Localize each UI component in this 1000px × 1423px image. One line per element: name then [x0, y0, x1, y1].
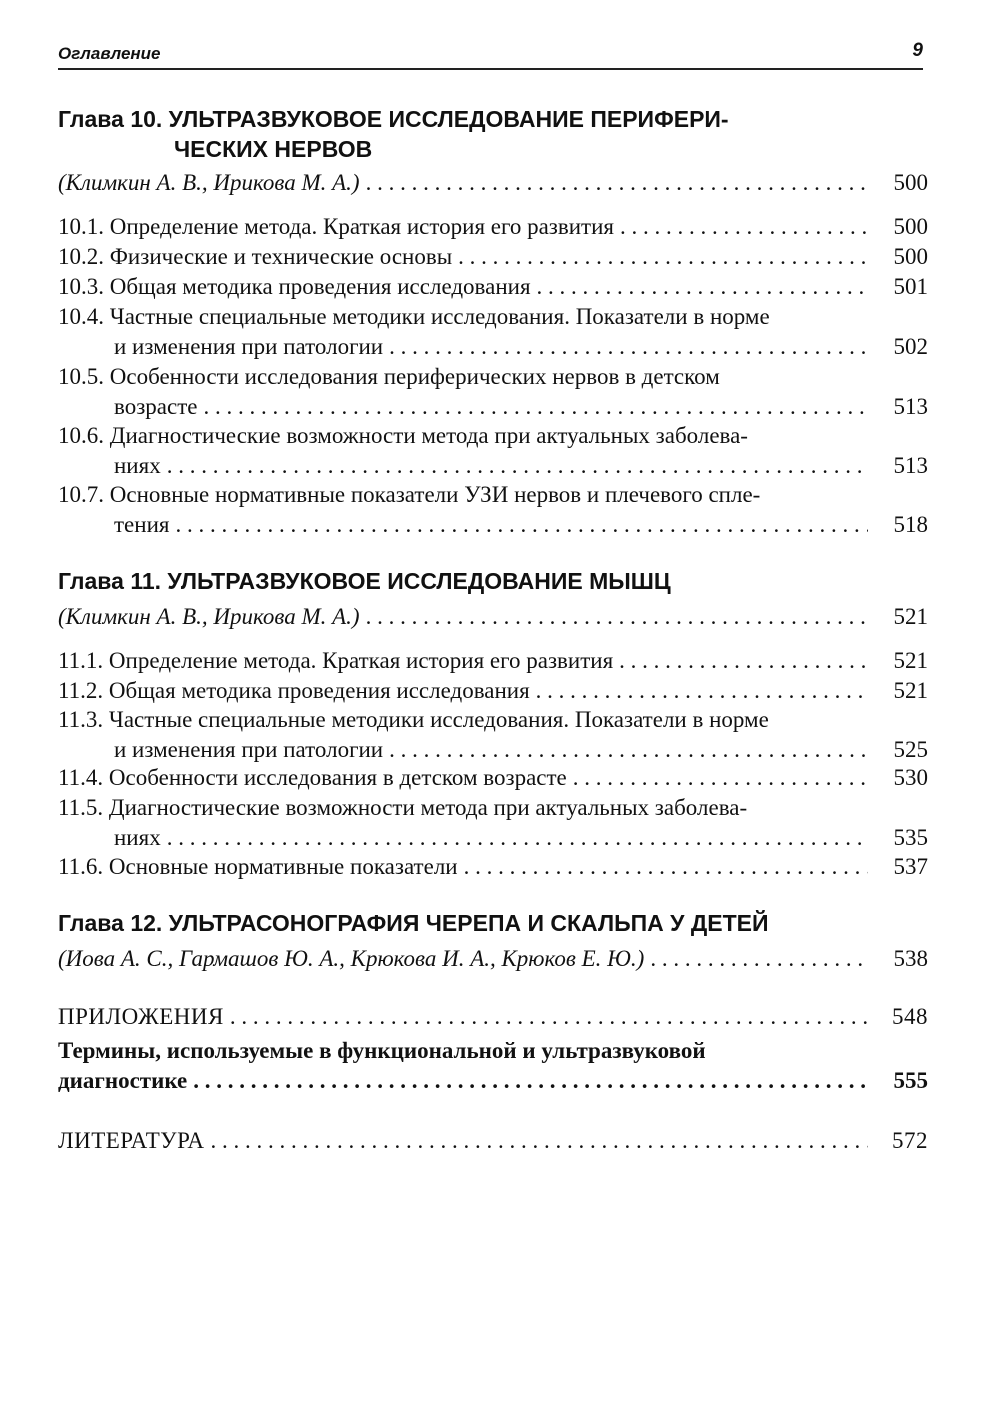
toc-entry-10-4[interactable]	[58, 302, 928, 362]
page-ref: 525	[893, 737, 928, 762]
entry-text: 11.6. Основные нормативные показатели	[58, 854, 458, 879]
entry-text: и изменения при патологии	[114, 334, 384, 359]
running-title: Оглавление	[58, 44, 161, 63]
toc-entry-literature[interactable]	[58, 1126, 928, 1156]
entry-text-line: Глава 10. УЛЬТРАЗВУКОВОЕ ИССЛЕДОВАНИЕ ПЕРИФЕРИ-	[58, 106, 729, 132]
page-ref: 535	[893, 825, 928, 850]
entry-text-line: 10.5. Особенности исследования периферических нервов в детском	[58, 364, 720, 389]
page-ref: 530	[893, 765, 928, 790]
page-ref: 572	[892, 1128, 928, 1153]
dot-leader	[366, 602, 868, 632]
toc-entry-11-1[interactable]	[58, 646, 928, 676]
entry-text: ЛИТЕРАТУРА	[58, 1128, 205, 1153]
entry-text: 10.3. Общая методика проведения исследования	[58, 274, 531, 299]
dot-leader	[464, 852, 868, 882]
dot-leader	[573, 763, 868, 793]
toc-entry-11-6[interactable]	[58, 852, 928, 882]
entry-text-line: 10.6. Диагностические возможности метода при актуальных заболева-	[58, 423, 748, 448]
entry-text: 11.1. Определение метода. Краткая история его развития	[58, 648, 614, 673]
entry-text: 11.4. Особенности исследования в детском возрасте	[58, 765, 567, 790]
dot-leader	[389, 735, 868, 765]
page-ref: 548	[892, 1004, 928, 1029]
page-number: 9	[912, 40, 923, 61]
entry-text: 11.2. Общая методика проведения исследования	[58, 678, 530, 703]
chapter-11-title[interactable]	[58, 566, 928, 596]
page-ref: 500	[893, 170, 928, 195]
entry-text-line: Термины, используемые в функциональной и ультразвуковой	[58, 1038, 706, 1063]
dot-leader	[619, 646, 868, 676]
entry-text-line: 11.3. Частные специальные методики исследования. Показатели в норме	[58, 707, 769, 732]
entry-text: 10.2. Физические и технические основы	[58, 244, 453, 269]
dot-leader	[537, 272, 868, 302]
dot-leader	[620, 212, 868, 242]
dot-leader	[230, 1002, 868, 1032]
dot-leader	[167, 451, 868, 481]
entry-text: ниях	[114, 825, 161, 850]
toc-entry-11-2[interactable]	[58, 676, 928, 706]
page-ref: 500	[893, 244, 928, 269]
entry-text: 10.1. Определение метода. Краткая история его развития	[58, 214, 614, 239]
page-ref: 538	[893, 946, 928, 971]
entry-text-line: 10.4. Частные специальные методики исследования. Показатели в норме	[58, 304, 770, 329]
dot-leader	[650, 944, 868, 974]
entry-text-line: 11.5. Диагностические возможности метода при актуальных заболева-	[58, 795, 748, 820]
entry-text-line: ЧЕСКИХ НЕРВОВ	[174, 136, 373, 162]
dot-leader	[536, 676, 868, 706]
page-ref: 555	[893, 1068, 928, 1093]
entry-text: ПРИЛОЖЕНИЯ	[58, 1004, 224, 1029]
toc-entry-10-7[interactable]	[58, 480, 928, 540]
page-ref: 500	[893, 214, 928, 239]
dot-leader	[203, 392, 868, 422]
toc-entry-terms[interactable]	[58, 1036, 928, 1096]
toc-entry-10-1[interactable]	[58, 212, 928, 242]
entry-text-line: Глава 11. УЛЬТРАЗВУКОВОЕ ИССЛЕДОВАНИЕ МЫШЦ	[58, 568, 671, 594]
dot-leader	[389, 332, 868, 362]
page-ref: 521	[893, 678, 928, 703]
entry-text-line: 10.7. Основные нормативные показатели УЗИ нервов и плечевого спле-	[58, 482, 761, 507]
toc-entry-appendices[interactable]	[58, 1002, 928, 1032]
page-ref: 501	[893, 274, 928, 299]
entry-text-line: Глава 12. УЛЬТРАСОНОГРАФИЯ ЧЕРЕПА И СКАЛЬПА У ДЕТЕЙ	[58, 910, 769, 936]
entry-text: возрасте	[114, 394, 198, 419]
entry-text: (Климкин А. В., Ирикова М. А.)	[58, 604, 360, 629]
chapter-10-authors[interactable]	[58, 168, 928, 198]
dot-leader	[167, 823, 868, 853]
entry-text: (Климкин А. В., Ирикова М. А.)	[58, 170, 360, 195]
toc-entry-10-2[interactable]	[58, 242, 928, 272]
entry-text: тения	[114, 512, 170, 537]
dot-leader	[211, 1126, 868, 1156]
page-ref: 521	[893, 604, 928, 629]
dot-leader	[175, 510, 868, 540]
dot-leader	[193, 1066, 868, 1096]
page-ref: 537	[893, 854, 928, 879]
toc-entry-11-3[interactable]	[58, 705, 928, 765]
toc-entry-10-6[interactable]	[58, 421, 928, 481]
entry-text: ниях	[114, 453, 161, 478]
toc-entry-10-5[interactable]	[58, 362, 928, 422]
page-ref: 513	[893, 453, 928, 478]
toc-entry-11-5[interactable]	[58, 793, 928, 853]
entry-text: и изменения при патологии	[114, 737, 384, 762]
dot-leader	[458, 242, 868, 272]
entry-text: диагностике	[58, 1068, 188, 1093]
page-ref: 502	[893, 334, 928, 359]
dot-leader	[366, 168, 868, 198]
chapter-12-title[interactable]	[58, 908, 928, 938]
page-ref: 521	[893, 648, 928, 673]
toc-entry-11-4[interactable]	[58, 763, 928, 793]
chapter-12-authors[interactable]	[58, 944, 928, 974]
page-ref: 513	[893, 394, 928, 419]
entry-text: (Иова А. С., Гармашов Ю. А., Крюкова И. А., Крюков Е. Ю.)	[58, 946, 645, 971]
chapter-11-authors[interactable]	[58, 602, 928, 632]
page-header	[58, 40, 923, 70]
chapter-10-title[interactable]	[58, 104, 928, 164]
page-ref: 518	[893, 512, 928, 537]
toc-entry-10-3[interactable]	[58, 272, 928, 302]
